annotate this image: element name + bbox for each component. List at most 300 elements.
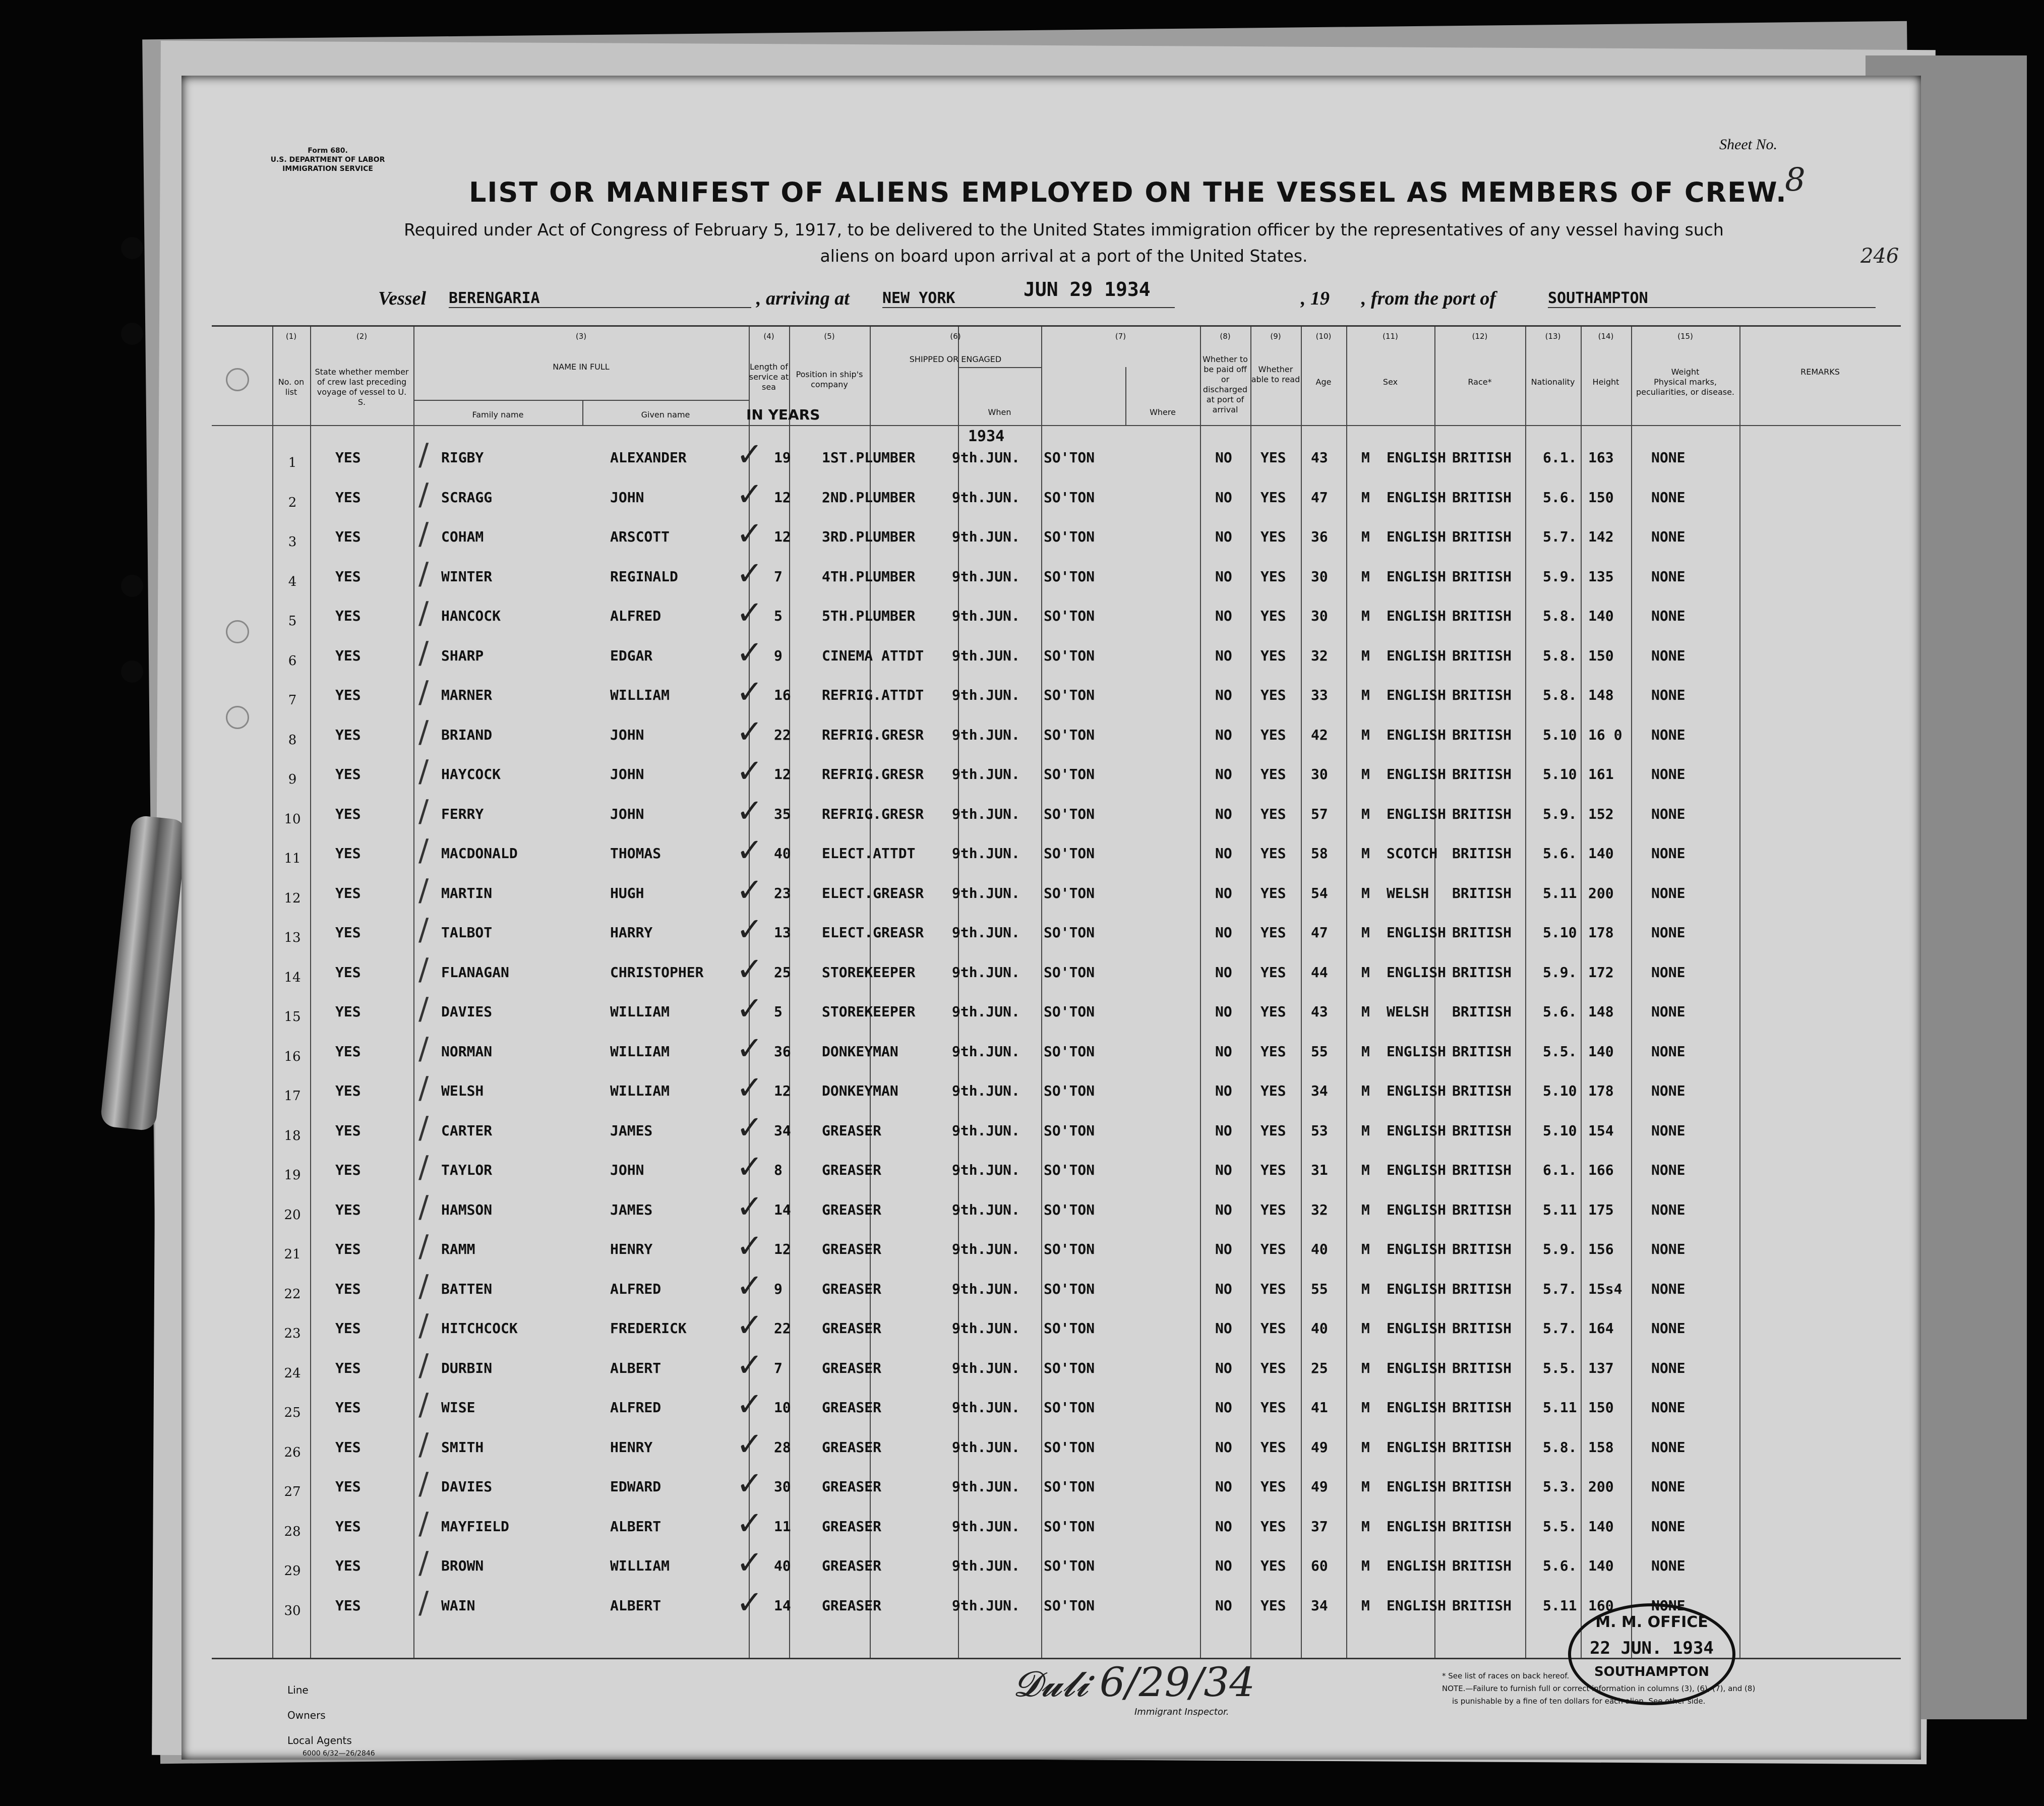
cell-family: MARTIN [441,884,493,901]
cell-read: YES [1260,1320,1286,1337]
cell-age: 30 [1311,568,1328,585]
cell-nat: BRITISH [1452,1241,1512,1257]
cell-when: 9th.JUN. [952,924,1020,941]
cell-family: MARNER [441,687,493,703]
check-mark: ✓ [736,950,763,988]
cell-height: 5.11 [1543,1201,1577,1218]
cell-sex: M [1361,1162,1370,1178]
cell-marks: NONE [1651,1122,1686,1139]
cell-no: 12 [284,890,301,906]
check-mark: ✓ [736,871,763,909]
cell-years: 22 [774,1320,791,1337]
stamp-line-2: 22 JUN. 1934 [1590,1638,1714,1658]
col-num: (8) [1220,332,1231,341]
cell-position: GREASER [822,1280,882,1297]
signature-scrawl: 𝓓𝓾𝓵𝓲 [1013,1663,1100,1705]
cell-paid: NO [1215,1478,1232,1495]
cell-read: YES [1260,647,1286,664]
header-family-name: Family name [472,410,524,419]
print-code: 6000 6/32—26/2846 [303,1750,375,1758]
cell-paid: NO [1215,1003,1232,1020]
cell-sex: M [1361,805,1370,822]
cell-weight: 161 [1588,766,1614,782]
cell-height: 5.8. [1543,647,1577,664]
cell-given: JOHN [610,489,644,506]
cell-nat: BRITISH [1452,647,1512,664]
punch-hole [121,575,143,597]
cell-paid: NO [1215,726,1232,743]
cell-marks: NONE [1651,1280,1686,1297]
cell-position: GREASER [822,1201,882,1218]
cell-sex: M [1361,1320,1370,1337]
table-row [212,1465,1901,1508]
cell-given: HUGH [610,884,644,901]
cell-when: 9th.JUN. [952,1320,1020,1337]
cell-weight: 200 [1588,1478,1614,1495]
cell-years: 35 [774,805,791,822]
cell-nat: BRITISH [1452,1003,1512,1020]
table-row [212,1386,1901,1428]
cell-sex: M [1361,1438,1370,1456]
cell-when: 9th.JUN. [952,964,1020,981]
header-given-name: Given name [641,410,690,419]
cell-where: SO'TON [1044,1518,1095,1535]
race-note: * See list of races on back hereof. [1442,1671,1570,1680]
cell-marks: NONE [1651,1597,1686,1614]
cell-state: YES [335,1241,361,1257]
cell-sex: M [1361,1597,1370,1614]
cell-no: 14 [284,970,301,985]
cell-paid: NO [1215,1043,1232,1060]
header-height: Height [1592,377,1619,387]
cell-nat: BRITISH [1452,1280,1512,1297]
check-mark: ✓ [736,674,763,711]
cell-marks: NONE [1651,489,1686,506]
cell-position: ELECT.ATTDT [822,845,916,862]
cell-nat: BRITISH [1452,766,1512,782]
cell-when: 9th.JUN. [952,1082,1020,1099]
table-row [212,911,1901,953]
cell-family: CARTER [441,1122,493,1139]
cell-given: REGINALD [610,568,678,585]
tick-mark: / [418,1150,429,1185]
cell-where: SO'TON [1044,1280,1095,1297]
cell-when: 9th.JUN. [952,1478,1020,1495]
cell-position: REFRIG.ATTDT [822,687,924,703]
check-mark: ✓ [736,990,763,1028]
cell-family: BRIAND [441,726,493,743]
table-row [212,515,1901,558]
header-when: When [988,407,1011,417]
cell-state: YES [335,845,361,862]
cell-years: 12 [774,1241,791,1257]
cell-years: 12 [774,766,791,782]
crew-manifest-table [212,325,1901,1659]
cell-given: JOHN [610,805,644,822]
cell-years: 11 [774,1518,791,1535]
cell-race: ENGLISH [1387,1399,1447,1416]
col-num: (12) [1472,332,1488,341]
cell-height: 5.10 [1543,1122,1577,1139]
cell-no: 11 [284,851,301,866]
cell-read: YES [1260,1438,1286,1456]
cell-no: 17 [284,1089,301,1104]
cell-race: ENGLISH [1387,1518,1447,1535]
cell-no: 16 [284,1049,301,1064]
cell-sex: M [1361,568,1370,585]
cell-sex: M [1361,449,1370,466]
cell-family: RIGBY [441,449,484,466]
header-paid-off: Whether to be paid off or discharged at port of arrival [1203,354,1248,414]
cell-given: EDGAR [610,647,653,664]
cell-when: 9th.JUN. [952,568,1020,585]
cell-position: 3RD.PLUMBER [822,528,916,545]
cell-paid: NO [1215,1518,1232,1535]
cell-family: HAYCOCK [441,766,501,782]
subtitle-line-1: Required under Act of Congress of February 5, 1917, to be delivered to the United States immigration officer by the representatives of any vessel having such [404,220,1724,239]
cell-family: SHARP [441,647,484,664]
col-num: (7) [1115,332,1126,341]
cell-weight: 148 [1588,687,1614,703]
table-row [212,555,1901,597]
cell-paid: NO [1215,528,1232,545]
cell-state: YES [335,1043,361,1060]
cell-state: YES [335,964,361,981]
cell-family: FLANAGAN [441,964,509,981]
cell-marks: NONE [1651,884,1686,901]
table-row [212,1188,1901,1231]
cell-nat: BRITISH [1452,1399,1512,1416]
table-row [212,475,1901,518]
cell-weight: 142 [1588,528,1614,545]
tick-mark: / [418,793,429,829]
cell-race: ENGLISH [1387,1359,1447,1376]
cell-state: YES [335,1280,361,1297]
vessel-line [378,278,1941,313]
cell-height: 5.8. [1543,687,1577,703]
cell-state: YES [335,1201,361,1218]
side-number: 246 [1860,245,1899,268]
cell-family: HAMSON [441,1201,493,1218]
cell-paid: NO [1215,568,1232,585]
cell-height: 5.6. [1543,489,1577,506]
cell-where: SO'TON [1044,1241,1095,1257]
cell-nat: BRITISH [1452,1201,1512,1218]
mm-office-stamp [1568,1603,1735,1705]
penalty-note-1: NOTE.—Failure to furnish full or correct information in columns (3), (6), (7), and (8) [1442,1684,1756,1693]
cell-paid: NO [1215,1399,1232,1416]
cell-state: YES [335,1399,361,1416]
col-num: (13) [1545,332,1561,341]
cell-where: SO'TON [1044,726,1095,743]
cell-years: 7 [774,1359,783,1376]
header-weight-marks [1631,367,1739,397]
cell-family: DURBIN [441,1359,493,1376]
table-row [212,990,1901,1033]
cell-height: 5.6. [1543,1557,1577,1574]
cell-position: GREASER [822,1438,882,1456]
cell-years: 25 [774,964,791,981]
cell-state: YES [335,647,361,664]
table-row [212,1267,1901,1310]
inspector-label: Immigrant Inspector. [1134,1707,1229,1717]
cell-state: YES [335,1438,361,1456]
cell-no: 21 [284,1247,301,1262]
check-mark: ✓ [736,634,763,672]
cell-height: 5.5. [1543,1518,1577,1535]
arriving-label: , arriving at [756,288,850,309]
cell-years: 5 [774,608,783,624]
cell-when: 9th.JUN. [952,1122,1020,1139]
cell-when: 9th.JUN. [952,1201,1020,1218]
cell-where: SO'TON [1044,1438,1095,1456]
cell-marks: NONE [1651,1438,1686,1456]
cell-when: 9th.JUN. [952,1003,1020,1020]
table-row [212,1504,1901,1547]
table-row [212,1030,1901,1072]
cell-given: WILLIAM [610,1082,670,1099]
tick-mark: / [418,951,429,987]
check-mark: ✓ [736,555,763,592]
cell-age: 31 [1311,1162,1328,1178]
tick-mark: / [418,1189,429,1225]
check-mark: ✓ [736,1544,763,1582]
cell-years: 9 [774,647,783,664]
cell-sex: M [1361,884,1370,901]
tick-mark: / [418,1110,429,1146]
cell-state: YES [335,489,361,506]
cell-no: 9 [288,772,297,787]
cell-height: 5.3. [1543,1478,1577,1495]
cell-family: SMITH [441,1438,484,1456]
cell-state: YES [335,687,361,703]
cell-nat: BRITISH [1452,1162,1512,1178]
cell-weight: 150 [1588,1399,1614,1416]
cell-state: YES [335,1478,361,1495]
cell-position: GREASER [822,1320,882,1337]
cell-sex: M [1361,1122,1370,1139]
cell-where: SO'TON [1044,1597,1095,1614]
cell-race: ENGLISH [1387,449,1447,466]
tick-mark: / [418,1347,429,1383]
cell-given: HENRY [610,1241,653,1257]
cell-age: 42 [1311,726,1328,743]
cell-marks: NONE [1651,964,1686,981]
cell-state: YES [335,766,361,782]
tick-mark: / [418,595,429,631]
cell-when: 9th.JUN. [952,1359,1020,1376]
cell-paid: NO [1215,1122,1232,1139]
cell-when: 9th.JUN. [952,1438,1020,1456]
cell-given: WILLIAM [610,687,670,703]
cell-given: ALFRED [610,1399,662,1416]
cell-years: 34 [774,1122,791,1139]
cell-years: 23 [774,884,791,901]
header-nationality: Nationality [1531,377,1575,387]
cell-height: 5.5. [1543,1359,1577,1376]
cell-when: 9th.JUN. [952,845,1020,862]
cell-sex: M [1361,1280,1370,1297]
cell-read: YES [1260,1399,1286,1416]
cell-height: 5.9. [1543,1241,1577,1257]
tick-mark: / [418,912,429,947]
cell-years: 22 [774,726,791,743]
cell-position: GREASER [822,1399,882,1416]
check-mark: ✓ [736,713,763,751]
check-mark: ✓ [736,792,763,830]
cell-age: 30 [1311,608,1328,624]
cell-sex: M [1361,687,1370,703]
cell-nat: BRITISH [1452,568,1512,585]
cell-read: YES [1260,845,1286,862]
cell-state: YES [335,449,361,466]
cell-weight: 172 [1588,964,1614,981]
cell-age: 34 [1311,1082,1328,1099]
cell-weight: 200 [1588,884,1614,901]
col-num: (3) [575,332,587,341]
col-num: (4) [763,332,774,341]
cell-race: SCOTCH [1387,845,1438,862]
table-row [212,1149,1901,1191]
cell-where: SO'TON [1044,647,1095,664]
tick-mark: / [418,1585,429,1620]
cell-given: JAMES [610,1122,653,1139]
cell-given: ALFRED [610,608,662,624]
from-port-label: , from the port of [1361,288,1496,309]
cell-marks: NONE [1651,766,1686,782]
cell-position: ELECT.GREASR [822,924,924,941]
cell-when: 9th.JUN. [952,1557,1020,1574]
cell-given: WILLIAM [610,1043,670,1060]
tick-mark: / [418,872,429,908]
cell-age: 32 [1311,1201,1328,1218]
cell-race: ENGLISH [1387,766,1447,782]
signature-date: 6/29/34 [1099,1659,1255,1706]
cell-when: 9th.JUN. [952,647,1020,664]
cell-state: YES [335,1557,361,1574]
table-row [212,832,1901,874]
cell-marks: NONE [1651,924,1686,941]
cell-marks: NONE [1651,726,1686,743]
cell-no: 1 [288,455,297,470]
cell-no: 30 [284,1603,301,1618]
cell-family: RAMM [441,1241,475,1257]
cell-where: SO'TON [1044,766,1095,782]
header-race: Race* [1468,377,1492,387]
cell-race: ENGLISH [1387,1043,1447,1060]
cell-where: SO'TON [1044,568,1095,585]
cell-sex: M [1361,608,1370,624]
cell-paid: NO [1215,1162,1232,1178]
cell-nat: BRITISH [1452,687,1512,703]
cell-state: YES [335,726,361,743]
cell-no: 22 [284,1286,301,1302]
cell-when: 9th.JUN. [952,1043,1020,1060]
cell-age: 40 [1311,1241,1328,1257]
cell-given: JOHN [610,726,644,743]
cell-read: YES [1260,608,1286,624]
cell-read: YES [1260,1162,1286,1178]
cell-family: WISE [441,1399,475,1416]
cell-years: 16 [774,687,791,703]
cell-nat: BRITISH [1452,726,1512,743]
cell-marks: NONE [1651,1359,1686,1376]
cell-sex: M [1361,647,1370,664]
cell-race: ENGLISH [1387,608,1447,624]
cell-where: SO'TON [1044,1557,1095,1574]
cell-nat: BRITISH [1452,845,1512,862]
page-title: LIST OR MANIFEST OF ALIENS EMPLOYED ON THE VESSEL AS MEMBERS OF CREW. [469,176,1787,208]
cell-given: FREDERICK [610,1320,687,1337]
table-row [212,1307,1901,1349]
cell-nat: BRITISH [1452,1359,1512,1376]
cell-weight: 140 [1588,608,1614,624]
cell-given: ALBERT [610,1597,662,1614]
cell-nat: BRITISH [1452,1597,1512,1614]
cell-when: 9th.JUN. [952,805,1020,822]
cell-paid: NO [1215,1597,1232,1614]
cell-state: YES [335,1320,361,1337]
cell-marks: NONE [1651,1003,1686,1020]
cell-position: 5TH.PLUMBER [822,608,916,624]
cell-race: ENGLISH [1387,1162,1447,1178]
cell-paid: NO [1215,964,1232,981]
cell-nat: BRITISH [1452,1438,1512,1456]
cell-paid: NO [1215,1201,1232,1218]
cell-family: DAVIES [441,1003,493,1020]
cell-state: YES [335,1082,361,1099]
tick-mark: / [418,556,429,591]
cell-position: DONKEYMAN [822,1043,898,1060]
cell-weight: 148 [1588,1003,1614,1020]
cell-read: YES [1260,1478,1286,1495]
cell-given: ALEXANDER [610,449,687,466]
cell-paid: NO [1215,1359,1232,1376]
header-no: No. on list [278,377,305,397]
punch-hole [121,323,143,345]
cell-paid: NO [1215,845,1232,862]
cell-no: 5 [288,614,297,629]
header-in-years: IN YEARS [746,406,820,423]
cell-years: 40 [774,845,791,862]
cell-marks: NONE [1651,1399,1686,1416]
cell-sex: M [1361,1003,1370,1020]
vessel-name: BERENGARIA [449,289,751,308]
cell-age: 25 [1311,1359,1328,1376]
cell-marks: NONE [1651,647,1686,664]
cell-marks: NONE [1651,1162,1686,1178]
cell-race: WELSH [1387,884,1429,901]
cell-weight: 178 [1588,924,1614,941]
cell-when: 9th.JUN. [952,726,1020,743]
cell-marks: NONE [1651,608,1686,624]
cell-paid: NO [1215,1082,1232,1099]
cell-read: YES [1260,489,1286,506]
cell-where: SO'TON [1044,1201,1095,1218]
cell-height: 5.10 [1543,1082,1577,1099]
check-mark: ✓ [736,1188,763,1226]
cell-read: YES [1260,805,1286,822]
cell-height: 5.7. [1543,528,1577,545]
cell-where: SO'TON [1044,805,1095,822]
cell-paid: NO [1215,1438,1232,1456]
cell-read: YES [1260,1043,1286,1060]
check-mark: ✓ [736,475,763,513]
check-mark: ✓ [736,832,763,869]
year-label: , 19 [1301,288,1330,309]
header-length: Length of service at sea [749,362,789,392]
cell-where: SO'TON [1044,884,1095,901]
